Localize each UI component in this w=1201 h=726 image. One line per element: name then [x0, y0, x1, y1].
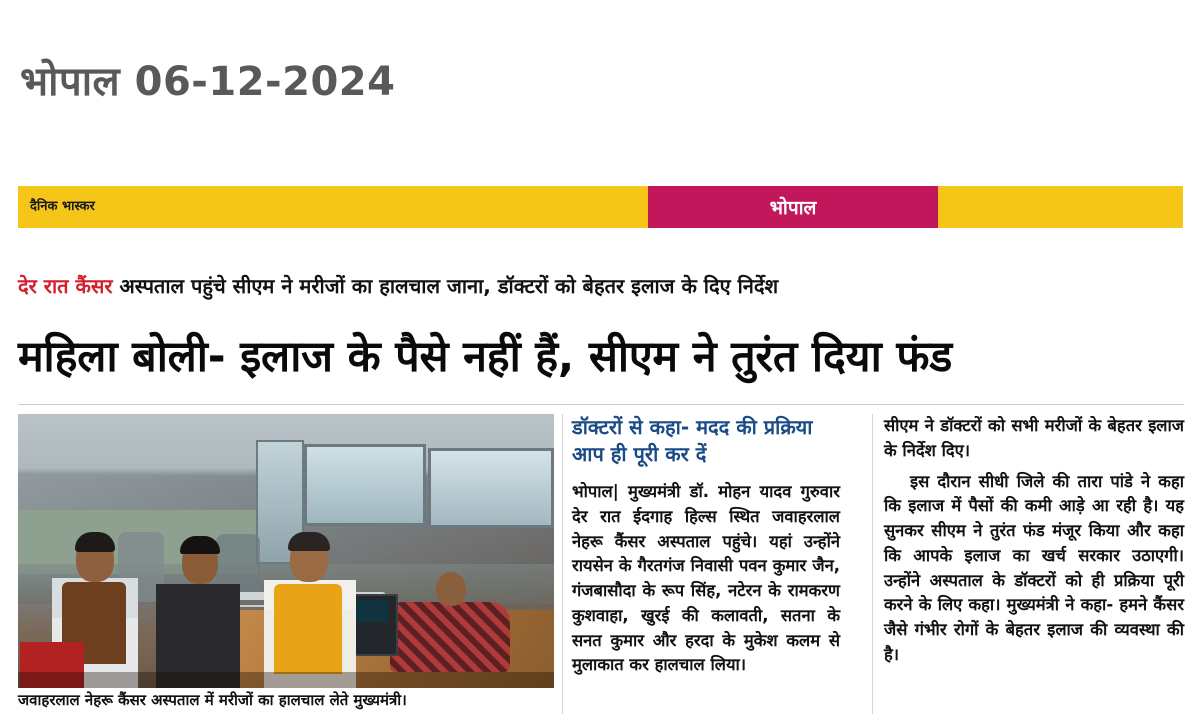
- masthead-city-text: भोपाल: [769, 197, 817, 219]
- photo-caption: जवाहरलाल नेहरू कैंसर अस्पताल में मरीजों का हालचाल लेते मुख्यमंत्री।: [18, 691, 407, 709]
- photo-person-two-hair: [180, 536, 220, 554]
- article-column-two: [572, 414, 840, 678]
- column-three-paragraph-1: सीएम ने डॉक्टरों को सभी मरीजों के बेहतर इलाज के निर्देश दिए।: [884, 416, 1184, 460]
- page-date-heading: भोपाल 06-12-2024: [20, 59, 396, 105]
- dateline: भोपाल|: [572, 482, 619, 501]
- photo-person-one-hair: [75, 532, 115, 552]
- masthead-bar: [18, 186, 1183, 228]
- photo-chief-minister-vest: [274, 584, 342, 674]
- photo-patient-body: [390, 602, 510, 672]
- article-photo: [18, 414, 554, 688]
- photo-machine-screen: [354, 600, 388, 622]
- article-subhead: डॉक्टरों से कहा- मदद की प्रक्रिया आप ही पूरी कर दें: [572, 415, 813, 466]
- kicker-rest: अस्पताल पहुंचे सीएम ने मरीजों का हालचाल जाना, डॉक्टरों को बेहतर इलाज के दिए निर्देश: [112, 274, 779, 298]
- masthead-logo: दैनिक भास्कर: [30, 199, 95, 214]
- column-divider-two: [872, 414, 873, 714]
- photo-window-right: [428, 448, 554, 528]
- column-three-body: [884, 414, 1184, 668]
- photo-chief-minister-hair: [288, 532, 330, 551]
- column-two-text: मुख्यमंत्री डॉ. मोहन यादव गुरुवार देर रात ईदगाह हिल्स स्थित जवाहरलाल नेहरू कैंसर अस्पताल पहुंचे। यहां उन्होंने रायसेन के गैरतगंज निवासी पवन कुमार जैन, गंजबासौदा के रूप सिंह, नटेरन के रामकरण कुशवाहा, खुरई की कलावती, सतना के सनत कुमार और हरदा के मुकेश कलम से मुलाकात कर हालचाल लिया।: [572, 482, 840, 675]
- article-headline: महिला बोली- इलाज के पैसे नहीं हैं, सीएम ने तुरंत दिया फंड: [18, 332, 953, 382]
- column-divider-one: [562, 414, 563, 714]
- photo-floor-shadow: [18, 672, 554, 688]
- photo-scene: [18, 414, 554, 688]
- article-kicker: [18, 272, 1186, 299]
- column-three-paragraph-2: इस दौरान सीधी जिले की तारा पांडे ने कहा कि इलाज में पैसों की कमी आड़े आ रही है। यह सुनकर सीएम ने तुरंत फंड मंजूर किया और कहा कि आपके इलाज का खर्च सरकार उठाएगी। उन्होंने अस्पताल के डॉक्टरों को ही प्रक्रिया पूरी करने के लिए कहा। मुख्यमंत्री ने कहा- हमने कैंसर जैसे गंभीर रोगों के बेहतर इलाज की व्यवस्था की है।: [884, 471, 1184, 664]
- headline-divider: [18, 404, 1184, 405]
- photo-window-left: [304, 444, 426, 526]
- kicker-highlight: देर रात कैंसर: [18, 274, 113, 298]
- photo-patient-head: [436, 572, 466, 606]
- masthead-city-label: [648, 186, 938, 228]
- article-column-three: [884, 414, 1184, 668]
- column-two-body: [572, 480, 840, 678]
